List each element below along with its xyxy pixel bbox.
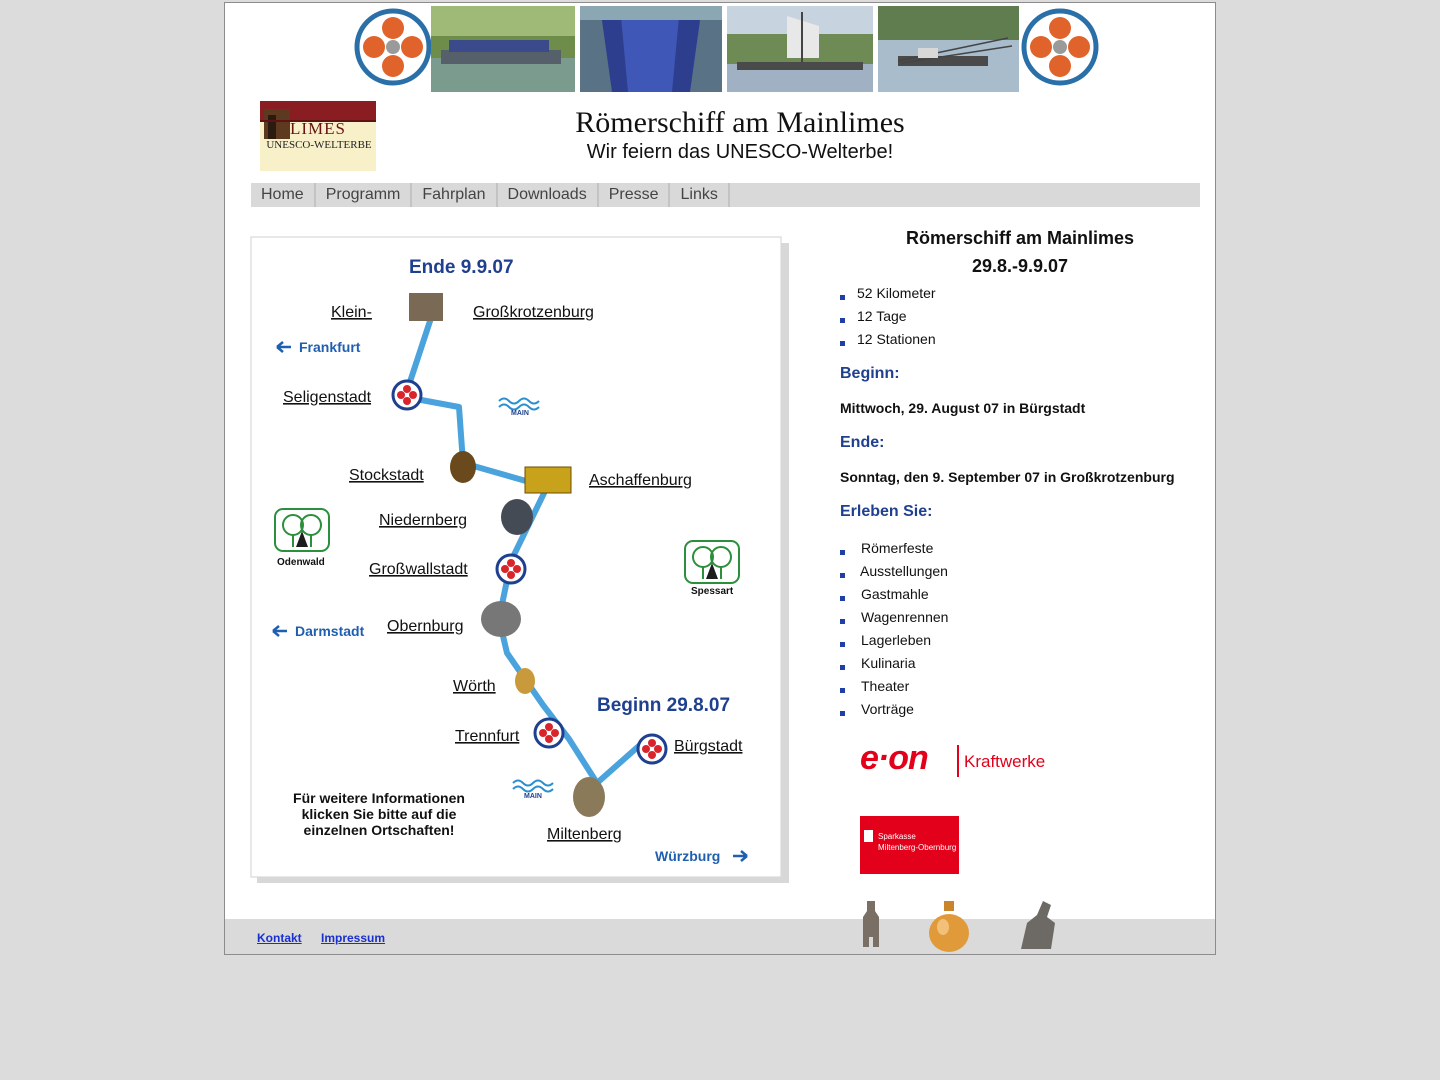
end-heading: Ende: xyxy=(840,434,885,451)
fact-item: 12 Stationen xyxy=(840,328,1200,351)
footer-impressum-link[interactable]: Impressum xyxy=(321,931,386,945)
experience-item: Theater xyxy=(840,675,1200,698)
roman-statue-icon xyxy=(859,899,883,953)
sidebar-heading: Römerschiff am Mainlimes xyxy=(905,228,1135,248)
experience-list xyxy=(840,537,1200,721)
page-title: Römerschiff am Mainlimes xyxy=(575,106,905,139)
station-label-grosskrotzenburg[interactable]: Großkrotzenburg xyxy=(473,304,594,321)
station-label-woerth[interactable]: Wörth xyxy=(453,678,496,695)
nav-fahrplan[interactable]: Fahrplan xyxy=(412,183,497,207)
station-marker-trennfurt[interactable] xyxy=(535,719,563,747)
station-label-niedernberg[interactable]: Niedernberg xyxy=(379,512,468,529)
roman-rosette-icon xyxy=(1021,8,1099,86)
eon-sponsor-logo[interactable] xyxy=(860,739,1052,783)
sparkasse-sponsor-logo[interactable] xyxy=(860,816,959,874)
nav-presse[interactable]: Presse xyxy=(599,183,671,207)
niedernberg-mask-icon[interactable] xyxy=(501,499,533,535)
experience-item: Ausstellungen xyxy=(840,560,1200,583)
experience-item: Lagerleben xyxy=(840,629,1200,652)
map-info-line-2: klicken Sie bitte auf die xyxy=(301,806,457,822)
facts-list xyxy=(840,282,1200,351)
main-nav xyxy=(251,183,1200,207)
station-label-grosswallstadt[interactable]: Großwallstadt xyxy=(369,561,468,578)
begin-text: Mittwoch, 29. August 07 in Bürgstadt xyxy=(840,400,1086,416)
obernburg-statue-icon[interactable] xyxy=(481,601,521,637)
fact-item: 12 Tage xyxy=(840,305,1200,328)
nav-programm[interactable]: Programm xyxy=(316,183,413,207)
logo-unesco-text: UNESCO-WELTERBE xyxy=(266,139,372,151)
begin-heading: Beginn: xyxy=(840,365,900,382)
map-info-line-1: Für weitere Informationen xyxy=(293,790,465,806)
station-label-klein[interactable]: Klein- xyxy=(331,304,372,321)
odenwald-forest-icon xyxy=(275,509,329,551)
frankfurt-label: Frankfurt xyxy=(299,339,361,355)
station-label-seligenstadt[interactable]: Seligenstadt xyxy=(283,389,372,406)
aschaffenburg-castle-icon[interactable] xyxy=(525,467,571,493)
page-container xyxy=(224,2,1216,955)
river-label: MAIN xyxy=(524,793,542,800)
ship-photo-3 xyxy=(727,6,873,92)
stockstadt-amphora-icon[interactable] xyxy=(450,451,476,483)
nav-downloads[interactable]: Downloads xyxy=(498,183,599,207)
experience-item: Kulinaria xyxy=(840,652,1200,675)
ship-photo-4 xyxy=(878,6,1019,92)
begin-date-label: Beginn 29.8.07 xyxy=(597,695,731,716)
darmstadt-label: Darmstadt xyxy=(295,623,365,639)
sidebar-dates: 29.8.-9.9.07 xyxy=(971,256,1069,276)
station-label-buergstadt[interactable]: Bürgstadt xyxy=(674,738,743,755)
nav-links[interactable]: Links xyxy=(670,183,729,207)
sparkasse-region: Miltenberg-Obernburg xyxy=(878,843,957,852)
station-label-trennfurt[interactable]: Trennfurt xyxy=(455,728,520,745)
footer xyxy=(225,919,1215,954)
nav-home[interactable]: Home xyxy=(251,183,316,207)
ship-photo-2 xyxy=(580,6,722,92)
station-label-stockstadt[interactable]: Stockstadt xyxy=(349,467,424,484)
station-label-obernburg[interactable]: Obernburg xyxy=(387,618,464,635)
end-text: Sonntag, den 9. September 07 in Großkrotzenburg xyxy=(840,469,1175,485)
info-sidebar xyxy=(840,228,1200,721)
roman-rider-statue-icon xyxy=(1015,899,1059,953)
logo-limes-text: LIMES xyxy=(290,119,346,138)
spessart-forest-icon xyxy=(685,541,739,583)
roman-rosette-icon xyxy=(354,8,432,86)
page-subtitle: Wir feiern das UNESCO-Welterbe! xyxy=(586,141,894,163)
station-marker-buergstadt[interactable] xyxy=(638,735,666,763)
map-info-line-3: einzelnen Ortschaften! xyxy=(303,822,455,838)
river-label: MAIN xyxy=(511,410,529,417)
route-map xyxy=(249,235,791,883)
station-marker-seligenstadt[interactable] xyxy=(393,381,421,409)
sparkasse-name: Sparkasse xyxy=(878,832,916,841)
fact-item: 52 Kilometer xyxy=(840,282,1200,305)
experience-heading: Erleben Sie: xyxy=(840,503,933,520)
eon-sub: Kraftwerke xyxy=(964,752,1046,771)
experience-item: Vorträge xyxy=(840,698,1200,721)
eon-brand: e·on xyxy=(860,739,928,777)
spessart-label: Spessart xyxy=(691,586,734,597)
experience-item: Wagenrennen xyxy=(840,606,1200,629)
kleinkrotzenburg-monument-icon[interactable] xyxy=(409,293,443,321)
footer-kontakt-link[interactable]: Kontakt xyxy=(257,931,302,945)
experience-item: Gastmahle xyxy=(840,583,1200,606)
roman-vase-icon xyxy=(927,901,971,953)
station-label-miltenberg[interactable]: Miltenberg xyxy=(547,826,622,843)
sparkasse-s-icon xyxy=(864,830,873,842)
odenwald-label: Odenwald xyxy=(277,557,325,568)
ship-photo-1 xyxy=(431,6,575,92)
station-label-aschaffenburg[interactable]: Aschaffenburg xyxy=(589,472,692,489)
woerth-vase-icon[interactable] xyxy=(515,668,535,694)
station-marker-grosswallstadt[interactable] xyxy=(497,555,525,583)
wuerzburg-label: Würzburg xyxy=(655,848,721,864)
miltenberg-head-icon[interactable] xyxy=(573,777,605,817)
end-date-label: Ende 9.9.07 xyxy=(409,257,514,278)
experience-item: Römerfeste xyxy=(840,537,1200,560)
